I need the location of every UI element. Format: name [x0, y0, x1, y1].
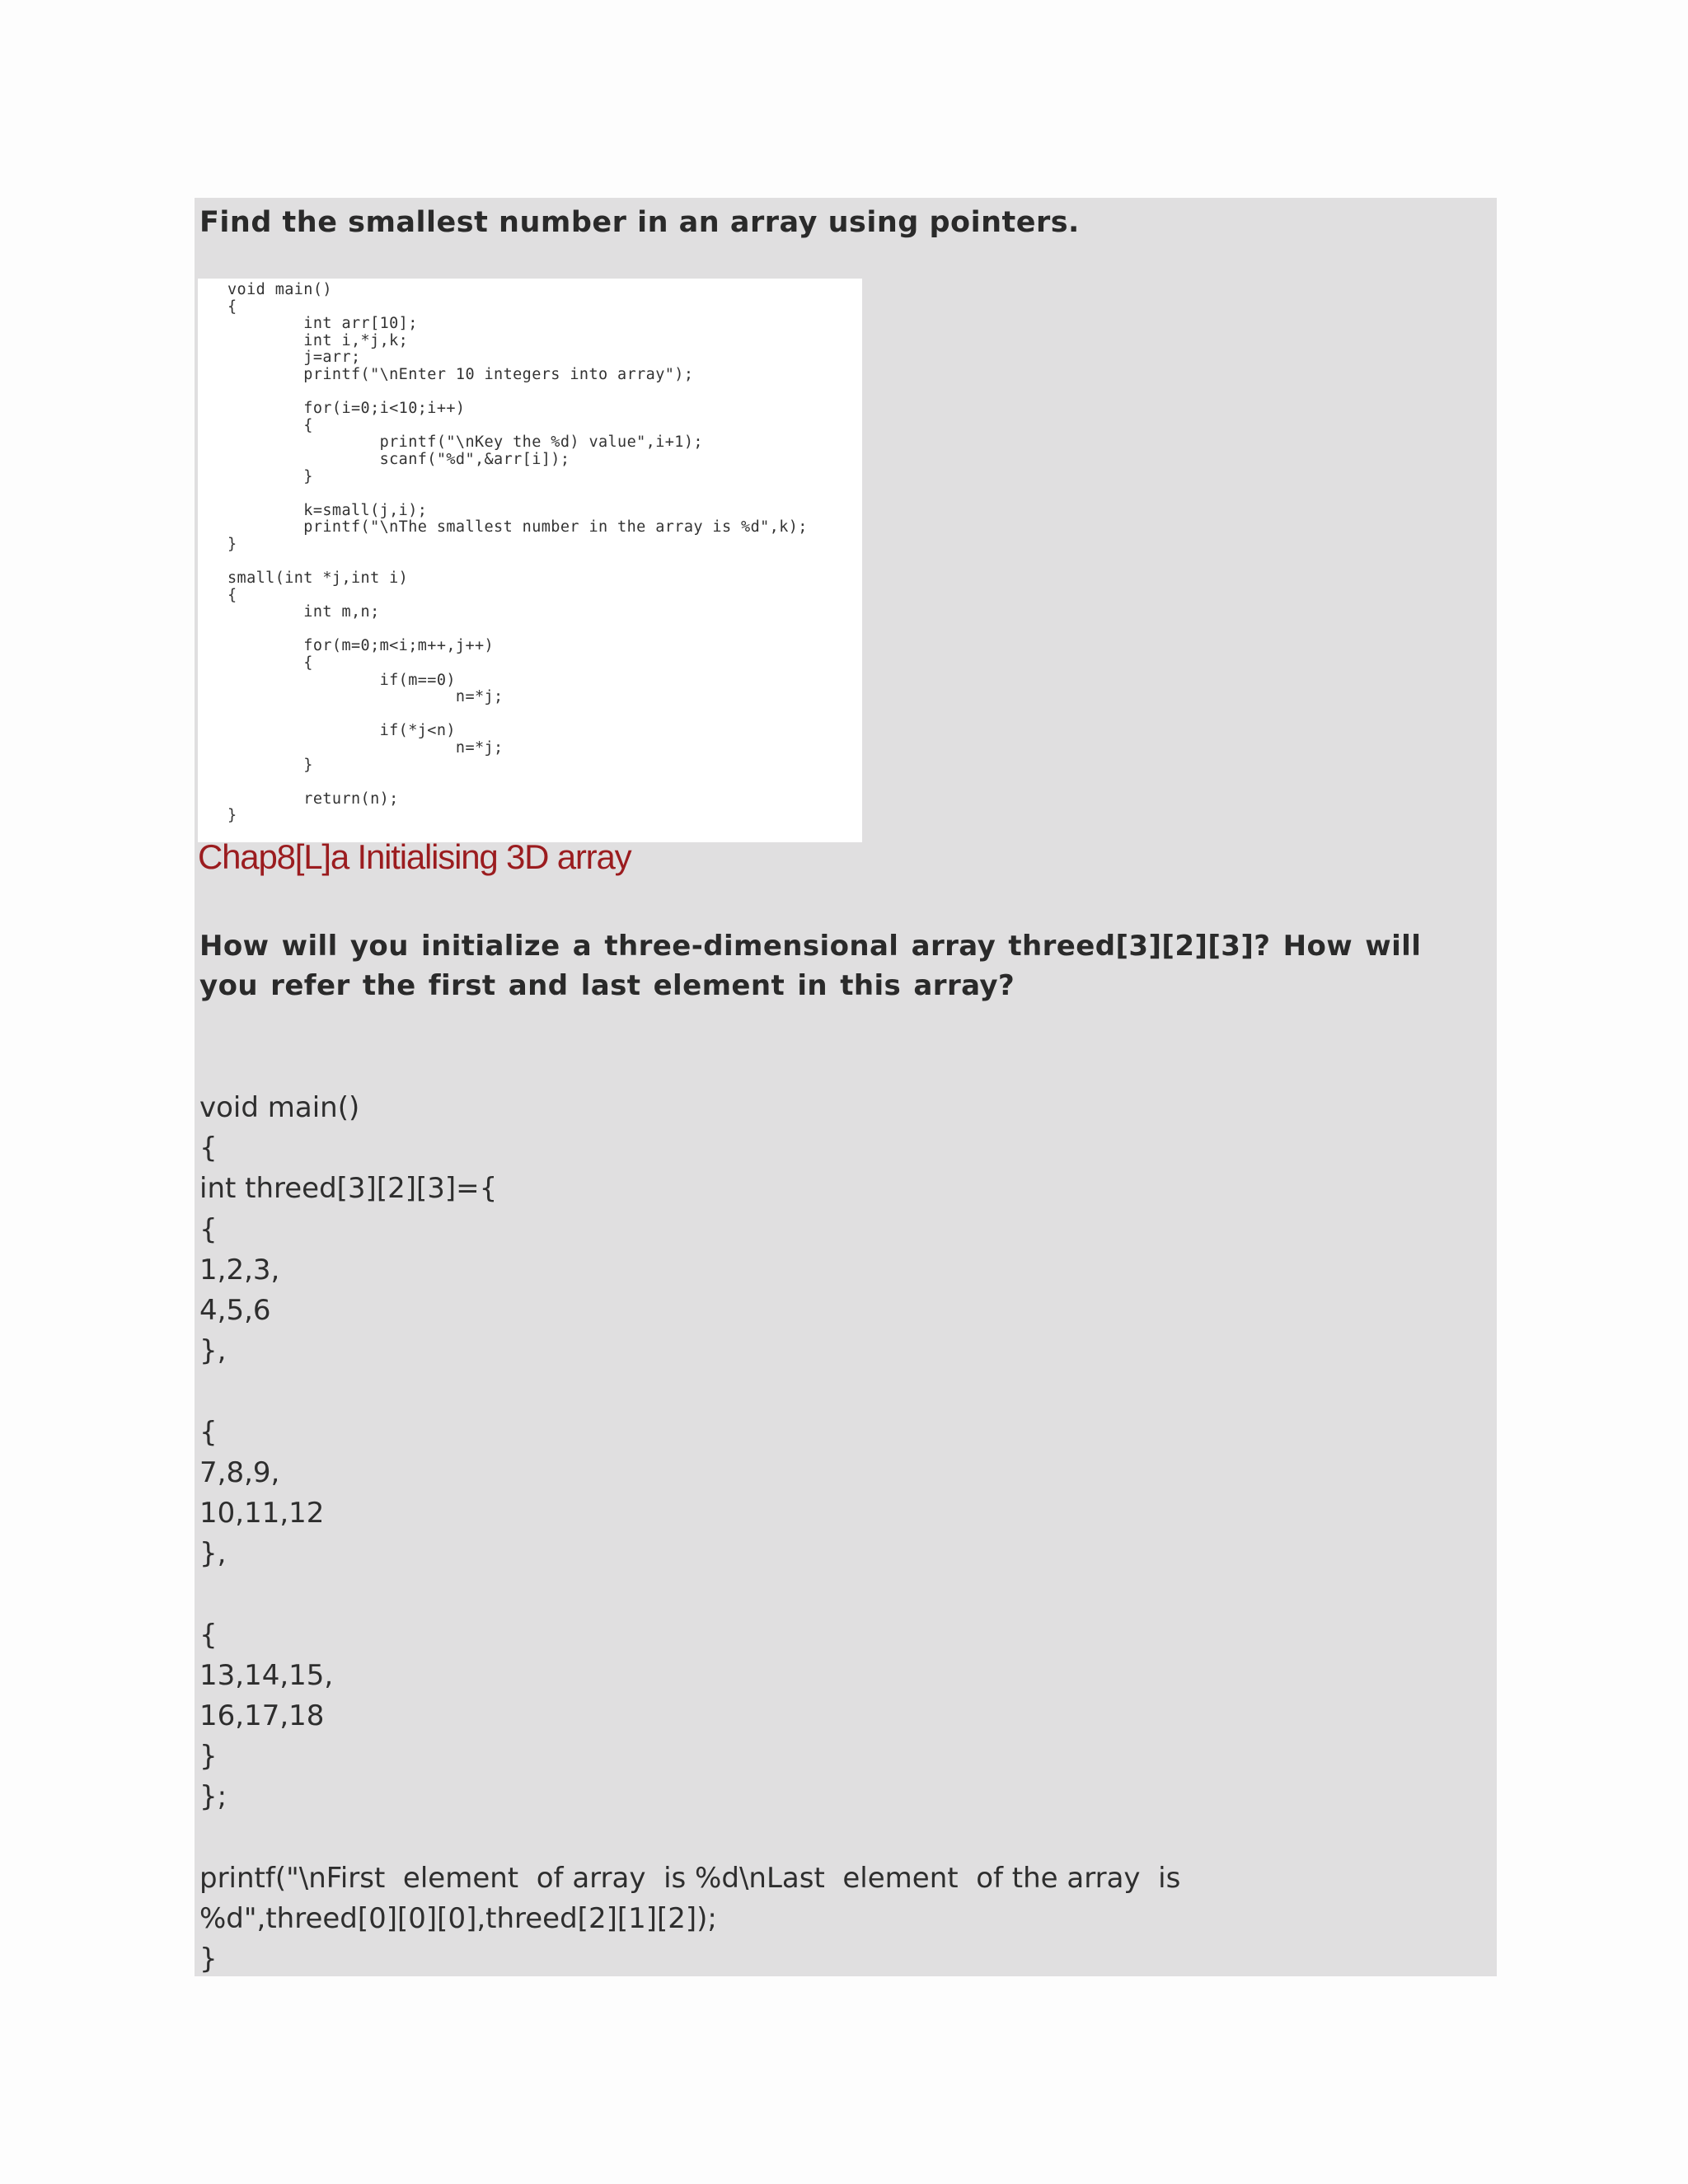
question-smallest-number: Find the smallest number in an array using pointers.	[199, 206, 1080, 239]
code-listing-3d-array: void main() { int threed[3][2][3]={ { 1,2,3, 4,5,6 }, { 7,8,9, 10,11,12 }, { 13,14,15, 16,17,18 } }; printf("\nFirst element of array is %d\nLast element of the array is %d",threed[0][0][0],threed[2][1][2]); }	[199, 1091, 1181, 1976]
code-screenshot-text: void main() { int arr[10]; int i,*j,k; j=arr; printf("\nEnter 10 integers into array"); for(i=0;i<10;i++) { printf("\nKey the %d) value",i+1); scanf("%d",&arr[i]); } k=small(j,i); printf("\nThe smallest number in the array is %d",k); } small(int *j,int i) { int m,n; for(m=0;m<i;m++,j++) { if(m==0) n=*j; if(*j<n) n=*j; } return(n); }	[227, 281, 808, 825]
question-3d-array: How will you initialize a three-dimensional array threed[3][2][3]? How will you refer the first and last element in this array?	[199, 930, 1422, 1002]
chapter-heading: Chap8[L]a Initialising 3D array	[198, 837, 631, 876]
code-screenshot-image	[198, 279, 862, 842]
